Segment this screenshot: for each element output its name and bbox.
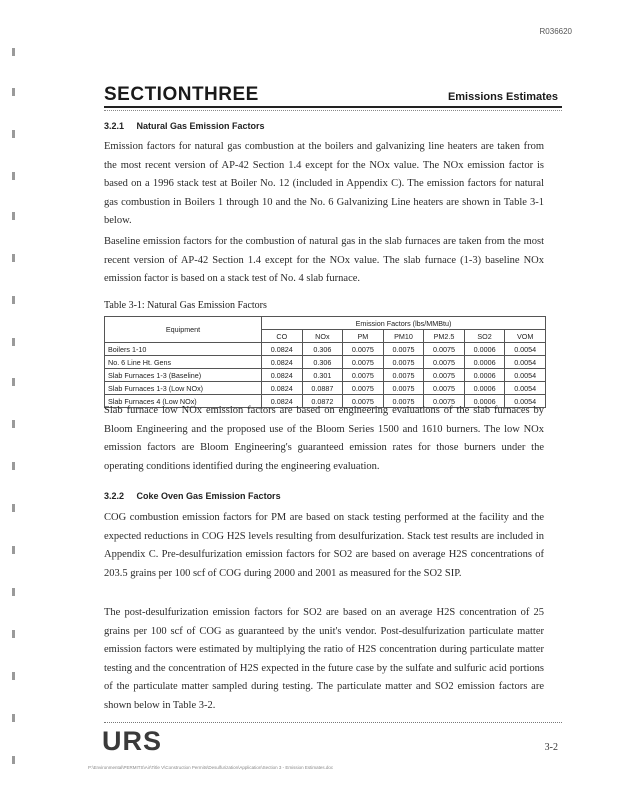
header-rule (104, 106, 562, 108)
table-cell: 0.0824 (262, 356, 303, 369)
table-cell: 0.0824 (262, 369, 303, 382)
column-header: CO (262, 330, 303, 343)
emission-factors-table (104, 316, 546, 408)
table-row (105, 369, 546, 382)
column-header: SO2 (464, 330, 505, 343)
table-cell: 0.0054 (505, 382, 546, 395)
footer-file-path: P:\Environmental\PERMITS\Air\Title V\Construction Permits\Desulfurization\Application\Section 3 - Emission Estimates.doc (88, 765, 334, 770)
section-subject: Emissions Estimates (447, 91, 558, 103)
table-cell: 0.0006 (464, 395, 505, 408)
document-id: R036620 (539, 27, 572, 36)
paragraph: COG combustion emission factors for PM are based on stack testing performed at the facility and the expected reductions in COG H2S levels resulting from desulfurization. Stack test results are included in Appendix C. Pre-desulfurization emission factors for SO2 are based on average H2S concentrations of 203.5 grains per 100 scf of COG during 2000 and 2001 as measured for the SO2 SIP. (104, 512, 544, 579)
table-cell: 0.0075 (343, 369, 384, 382)
subsection-heading-natural-gas (104, 121, 265, 131)
table-cell: 0.0075 (343, 343, 384, 356)
table-cell: 0.0824 (262, 395, 303, 408)
paragraph: Baseline emission factors for the combustion of natural gas in the slab furnaces are taken from the most recent version of AP-42 Section 1.4 except for the NOx value. The slab furnace (1-3) baseline NOx emission factor is based on a stack test of No. 4 slab furnace. (104, 236, 544, 284)
table-cell: 0.0075 (383, 356, 424, 369)
table-cell: 0.0075 (424, 369, 465, 382)
row-label: Slab Furnaces 1-3 (Baseline) (105, 369, 262, 382)
table-cell: 0.0054 (505, 356, 546, 369)
row-label: Boilers 1-10 (105, 343, 262, 356)
column-header: PM2.5 (424, 330, 465, 343)
page-number: 3-2 (544, 742, 558, 753)
subsection-title: Natural Gas Emission Factors (136, 121, 265, 131)
table-cell: 0.301 (302, 369, 343, 382)
table-cell: 0.0075 (343, 356, 384, 369)
table-cell: 0.0824 (262, 382, 303, 395)
subsection-title: Coke Oven Gas Emission Factors (136, 491, 281, 501)
binder-margin-marks (12, 40, 16, 780)
table-cell: 0.0006 (464, 369, 505, 382)
table-row (105, 343, 546, 356)
table-cell: 0.0006 (464, 356, 505, 369)
equipment-header: Equipment (105, 317, 262, 343)
table-cell: 0.0824 (262, 343, 303, 356)
table-cell: 0.306 (302, 343, 343, 356)
table-cell: 0.0887 (302, 382, 343, 395)
header-dotted-rule (104, 110, 562, 111)
subsection-number: 3.2.2 (104, 491, 125, 501)
table-cell: 0.0054 (505, 343, 546, 356)
column-header: PM (343, 330, 384, 343)
company-logo: URS (102, 726, 163, 756)
table-caption: Table 3-1: Natural Gas Emission Factors (104, 300, 267, 311)
table-cell: 0.0075 (343, 395, 384, 408)
table-cell: 0.0075 (343, 382, 384, 395)
section-heading: SECTIONTHREE (104, 84, 259, 105)
table-cell: 0.0006 (464, 382, 505, 395)
footer-rule (104, 722, 562, 723)
row-label: No. 6 Line Ht. Gens (105, 356, 262, 369)
column-header: PM10 (383, 330, 424, 343)
table-cell: 0.0054 (505, 369, 546, 382)
table-cell: 0.306 (302, 356, 343, 369)
subsection-heading-coke-oven-gas (104, 491, 281, 501)
table-cell: 0.0075 (424, 343, 465, 356)
table-cell: 0.0075 (383, 395, 424, 408)
table-row (105, 356, 546, 369)
table-cell: 0.0075 (424, 356, 465, 369)
table-note-paragraph: Slab furnace low NOx emission factors are based on engineering evaluations of the slab furnaces by Bloom Engineering and the proposed use of the Bloom Series 1500 and 1610 burners. The low NOx emission factors are Bloom Engineering's guaranteed emission rates for those burners under the operating conditions identified during the engineering evaluation. (104, 405, 544, 472)
table-cell: 0.0075 (424, 382, 465, 395)
table-row (105, 382, 546, 395)
table-cell: 0.0054 (505, 395, 546, 408)
table-cell: 0.0075 (383, 382, 424, 395)
table-cell: 0.0872 (302, 395, 343, 408)
subsection-number: 3.2.1 (104, 121, 125, 131)
column-header: NOx (302, 330, 343, 343)
table-cell: 0.0006 (464, 343, 505, 356)
group-header: Emission Factors (lbs/MMBtu) (262, 317, 546, 330)
row-label: Slab Furnaces 4 (Low NOx) (105, 395, 262, 408)
column-header: VOM (505, 330, 546, 343)
paragraph: The post-desulfurization emission factors for SO2 are based on an average H2S concentration of 25 grains per 100 scf of COG as guaranteed by the unit's vendor. Post-desulfurization particulate matter emission factors were estimated by multiplying the ratio of H2S concentration during particulate matter testing and the concentration of H2S expected in the future case by the sulfate and sulfuric acid portions of the particulate matter sampled during testing. The particulate matter and SO2 emission factors are shown below in Table 3-2. (104, 607, 544, 711)
table-cell: 0.0075 (424, 395, 465, 408)
row-label: Slab Furnaces 1-3 (Low NOx) (105, 382, 262, 395)
table-cell: 0.0075 (383, 343, 424, 356)
table-header-row (105, 317, 546, 330)
paragraph: Emission factors for natural gas combustion at the boilers and galvanizing line heaters are taken from the most recent version of AP-42 Section 1.4 except for the NOx value. The NOx emission factor is based on a 1996 stack test at Boiler No. 12 (included in Appendix C). The emission factors for natural gas combustion in Boilers 1 through 10 and the No. 6 Galvanizing Line heaters are shown in Table 3-1 below. (104, 141, 544, 226)
table-cell: 0.0075 (383, 369, 424, 382)
